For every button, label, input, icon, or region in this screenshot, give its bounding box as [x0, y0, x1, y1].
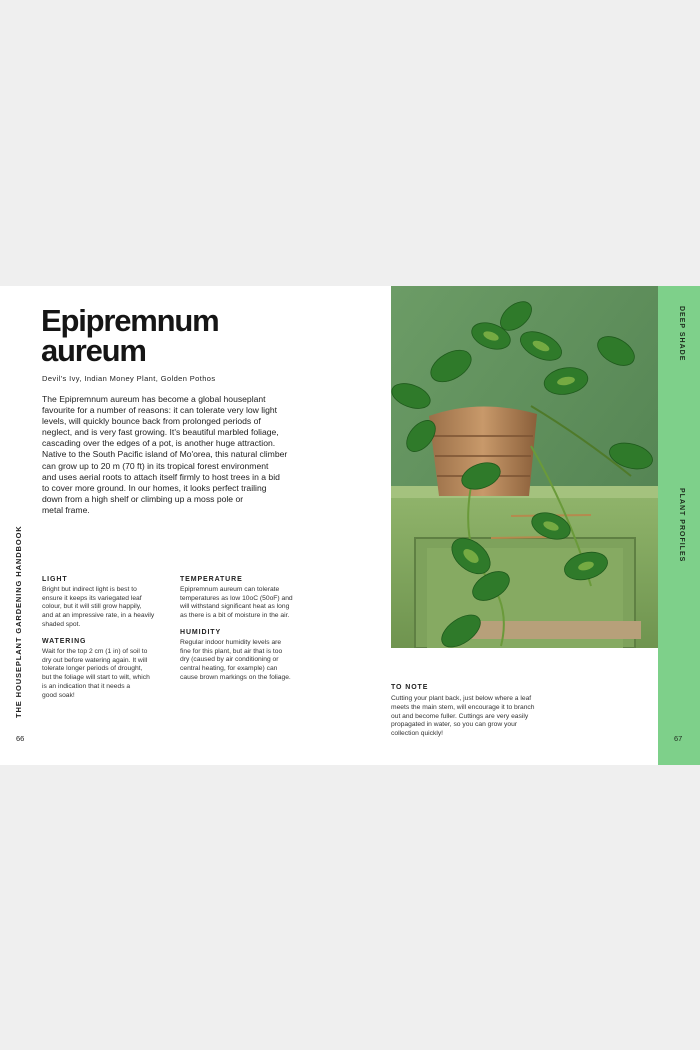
section-tab — [658, 286, 700, 765]
intro-line: to cover more ground. In our homes, it looks perfect trailing — [42, 482, 267, 493]
note-line: out and become fuller. Cuttings are very easily — [391, 712, 529, 720]
note-line: meets the main stem, will encourage it to branch — [391, 703, 535, 711]
intro-paragraph — [42, 394, 312, 516]
page-number-right: 67 — [674, 734, 683, 743]
care-heading: HUMIDITY — [180, 629, 222, 636]
note-line: Cutting your plant back, just below where a leaf — [391, 695, 532, 702]
care-line: good soak! — [42, 691, 75, 699]
care-text — [42, 586, 170, 630]
common-names: Devil's Ivy, Indian Money Plant, Golden Pothos — [42, 374, 216, 383]
note-line: collection quickly! — [391, 730, 444, 738]
care-line: colour, but it will still grow happily, — [42, 603, 142, 611]
care-line: central heating, for example) can — [180, 665, 278, 673]
pothos-plant-photo — [391, 286, 659, 648]
intro-line: and uses aerial roots to attach itself firmly to host trees in a bid — [42, 471, 280, 482]
section-label: DEEP SHADE — [678, 306, 685, 362]
to-note-box — [391, 684, 566, 739]
care-line: but the foliage will start to wilt, which — [42, 674, 150, 682]
intro-line: neglect, and is very fast growing. It's beautiful marbled foliage, — [42, 427, 279, 438]
care-line: dry out before watering again. It will — [42, 656, 148, 664]
care-text — [42, 648, 170, 700]
care-line: Bright but indirect light is best to — [42, 586, 137, 593]
care-watering — [42, 638, 170, 700]
plant-illustration — [391, 286, 659, 648]
plant-title — [41, 303, 361, 368]
to-note-text — [391, 695, 566, 739]
care-line: shaded spot. — [42, 620, 81, 628]
left-page — [0, 286, 390, 765]
intro-line: favourite for a number of reasons: it can tolerate very low light — [42, 405, 278, 416]
care-heading: WATERING — [42, 638, 87, 645]
care-line: temperatures as low 10oC (50oF) and — [180, 594, 293, 602]
care-line: fine for this plant, but air that is too — [180, 647, 283, 655]
page-number-left: 66 — [16, 734, 25, 743]
care-line: ensure it keeps its variegated leaf — [42, 594, 142, 602]
care-line: Regular indoor humidity levels are — [180, 639, 282, 646]
care-line: will withstand significant heat as long — [180, 603, 290, 611]
intro-line: down from a high shelf or climbing up a moss pole or — [42, 493, 244, 504]
care-line: as there is a bit of moisture in the air. — [180, 612, 290, 620]
running-head: THE HOUSEPLANT GARDENING HANDBOOK — [14, 525, 23, 718]
care-heading: TEMPERATURE — [180, 576, 243, 583]
care-text — [180, 639, 308, 683]
note-line: propagated in water, so you can grow your — [391, 721, 518, 729]
care-light — [42, 576, 170, 630]
care-line: cause brown markings on the foliage. — [180, 673, 291, 681]
intro-line: can grow up to 20 m (70 ft) in its tropical forest environment — [42, 460, 269, 471]
care-line: Epipremnum aureum can tolerate — [180, 586, 280, 593]
chapter-label: PLANT PROFILES — [678, 488, 685, 563]
care-text — [180, 586, 308, 621]
care-line: Wait for the top 2 cm (1 in) of soil to — [42, 648, 148, 655]
intro-line: The Epipremnum aureum has become a global houseplant — [42, 394, 266, 404]
intro-line: metal frame. — [42, 504, 90, 515]
care-line: is an indication that it needs a — [42, 682, 131, 690]
care-line: tolerate longer periods of drought, — [42, 665, 143, 673]
care-line: and at an impressive rate, in a heavily — [42, 612, 155, 620]
intro-line: cascading over the edges of a pot, is another huge attraction. — [42, 438, 276, 449]
title-line-2: aureum — [41, 333, 146, 368]
intro-line: Native to the South Pacific island of Mo'orea, this natural climber — [42, 449, 288, 460]
care-heading: LIGHT — [42, 576, 68, 583]
intro-line: levels, will quickly bounce back from prolonged periods of — [42, 416, 261, 427]
care-line: dry (caused by air conditioning or — [180, 656, 279, 664]
book-spread — [0, 286, 700, 765]
right-page — [390, 286, 700, 765]
care-humidity — [180, 629, 308, 683]
title-line-1: Epipremnum — [41, 303, 219, 338]
care-temperature — [180, 576, 308, 621]
to-note-heading: TO NOTE — [391, 684, 429, 691]
